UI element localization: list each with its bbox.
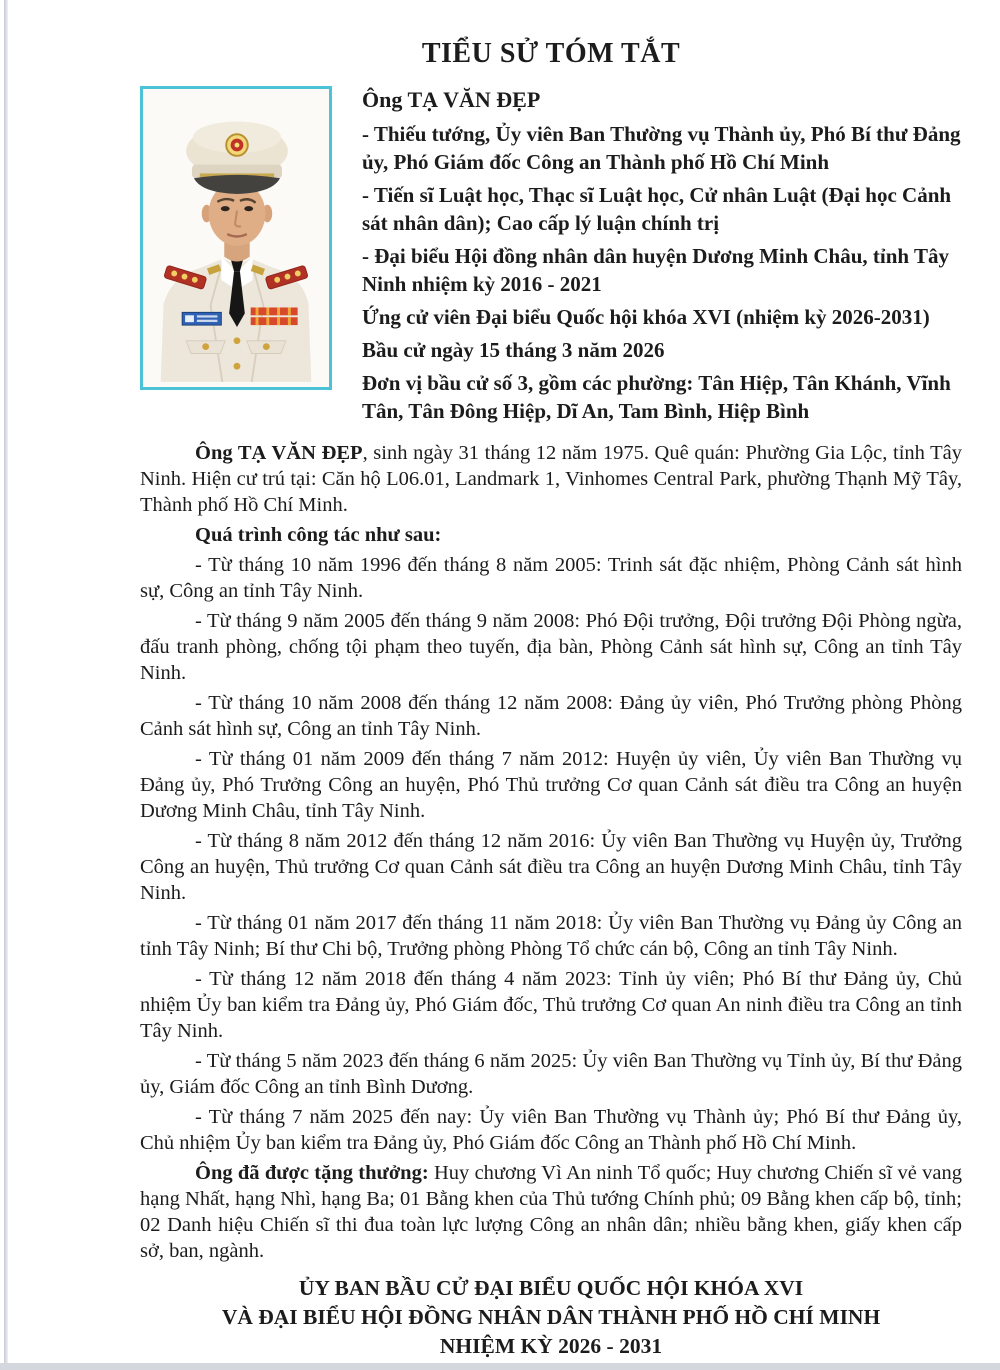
document-page (140, 38, 962, 1361)
profile-line-election-date: Bầu cử ngày 15 tháng 3 năm 2026 (362, 338, 665, 362)
career-heading: Quá trình công tác như sau: (195, 524, 442, 546)
career-item: - Từ tháng 10 năm 1996 đến tháng 8 năm 2005: Trinh sát đặc nhiệm, Phòng Cảnh sát hình sự, Công an tỉnh Tây Ninh. (140, 554, 962, 602)
page-title: TIỂU SỬ TÓM TẮT (421, 38, 681, 69)
page-bottom-edge-shadow (0, 1363, 1000, 1370)
portrait-illustration (145, 91, 327, 385)
profile-line-delegate: - Đại biểu Hội đồng nhân dân huyện Dương Minh Châu, tỉnh Tây Ninh nhiệm kỳ 2016 - 2021 (362, 244, 949, 296)
awards-lead-bold: Ông đã được tặng thưởng: (195, 1162, 429, 1184)
portrait-photo (140, 86, 332, 390)
career-item: - Từ tháng 8 năm 2012 đến tháng 12 năm 2016: Ủy viên Ban Thường vụ Huyện ủy, Trưởng Công an huyện, Thủ trưởng Cơ quan Cảnh sát điều tra Công an huyện Dương Minh Châu, tỉnh Tây Ninh. (140, 830, 962, 904)
profile-line-rank: - Thiếu tướng, Ủy viên Ban Thường vụ Thành ủy, Phó Bí thư Đảng ủy, Phó Giám đốc Công an Thành phố Hồ Chí Minh (362, 122, 961, 174)
career-item: - Từ tháng 9 năm 2005 đến tháng 9 năm 2008: Phó Đội trưởng, Đội trưởng Đội Phòng ngừa, đấu tranh phòng, chống tội phạm theo tuyến, địa bàn, Phòng Cảnh sát hình sự, Công an tỉnh Tây Ninh. (140, 610, 962, 684)
career-item: - Từ tháng 01 năm 2017 đến tháng 11 năm 2018: Ủy viên Ban Thường vụ Đảng ủy Công an tỉnh Tây Ninh; Bí thư Chi bộ, Trưởng phòng Phòng Tổ chức cán bộ, Công an tỉnh Tây Ninh. (140, 912, 962, 960)
intro-text: , sinh ngày 31 tháng 12 năm 1975. Quê quán: Phường Gia Lộc, tỉnh Tây Ninh. Hiện cư trú tại: Căn hộ L06.01, Landmark 1, Vinhomes Central Park, phường Thạnh Mỹ Tây, Thành phố Hồ Chí Minh. (140, 442, 962, 516)
footer-line-3: NHIỆM KỲ 2026 - 2031 (439, 1334, 663, 1358)
page-left-edge-shadow (4, 0, 8, 1370)
career-item: - Từ tháng 01 năm 2009 đến tháng 7 năm 2012: Huyện ủy viên, Ủy viên Ban Thường vụ Đảng ủy, Phó Trưởng Công an huyện, Phó Thủ trưởng Cơ quan Cảnh sát điều tra Công an huyện Dương Minh Châu, tỉnh Tây Ninh. (140, 748, 962, 822)
intro-name-bold: Ông TẠ VĂN ĐẸP (195, 442, 363, 464)
profile-line-candidacy: Ứng cử viên Đại biểu Quốc hội khóa XVI (nhiệm kỳ 2026-2031) (362, 305, 930, 329)
candidate-name-heading: Ông TẠ VĂN ĐẸP (362, 87, 541, 112)
biography-body (140, 440, 962, 1264)
footer-line-2: VÀ ĐẠI BIỂU HỘI ĐỒNG NHÂN DÂN THÀNH PHỐ HỒ CHÍ MINH (221, 1305, 881, 1329)
career-item: - Từ tháng 7 năm 2025 đến nay: Ủy viên Ban Thường vụ Thành ủy; Phó Bí thư Đảng ủy, Chủ nhiệm Ủy ban kiểm tra Đảng ủy, Phó Giám đốc Công an Thành phố Hồ Chí Minh. (140, 1106, 962, 1154)
profile-summary (362, 86, 962, 430)
profile-line-education: - Tiến sĩ Luật học, Thạc sĩ Luật học, Cử nhân Luật (Đại học Cảnh sát nhân dân); Cao cấp lý luận chính trị (362, 183, 952, 235)
career-item: - Từ tháng 12 năm 2018 đến tháng 4 năm 2023: Tỉnh ủy viên; Phó Bí thư Đảng ủy, Chủ nhiệm Ủy ban kiểm tra Đảng ủy, Phó Giám đốc, Thủ trưởng Cơ quan An ninh điều tra Công an tỉnh Tây Ninh. (140, 968, 962, 1042)
awards-text: Huy chương Vì An ninh Tổ quốc; Huy chương Chiến sĩ vẻ vang hạng Nhất, hạng Nhì, hạng Ba; 01 Bằng khen của Thủ tướng Chính phủ; 09 Bằng khen cấp bộ, tỉnh; 02 Danh hiệu Chiến sĩ thi đua toàn lực lượng Công an nhân dân; nhiều bằng khen, giấy khen cấp sở, ban, ngành. (140, 1162, 962, 1262)
footer-line-1: ỦY BAN BẦU CỬ ĐẠI BIỂU QUỐC HỘI KHÓA XVI (298, 1276, 804, 1300)
career-item: - Từ tháng 5 năm 2023 đến tháng 6 năm 2025: Ủy viên Ban Thường vụ Tỉnh ủy, Bí thư Đảng ủy, Giám đốc Công an tỉnh Bình Dương. (140, 1050, 962, 1098)
awards-paragraph (140, 1160, 962, 1264)
header-section (140, 86, 962, 430)
career-item: - Từ tháng 10 năm 2008 đến tháng 12 năm 2008: Đảng ủy viên, Phó Trưởng phòng Phòng Cảnh sát hình sự, Công an tỉnh Tây Ninh. (140, 692, 962, 740)
profile-line-constituency: Đơn vị bầu cử số 3, gồm các phường: Tân Hiệp, Tân Khánh, Vĩnh Tân, Tân Đông Hiệp, Dĩ An, Tam Bình, Hiệp Bình (362, 371, 951, 423)
issuing-authority-footer (140, 1274, 962, 1361)
intro-paragraph (140, 440, 962, 518)
